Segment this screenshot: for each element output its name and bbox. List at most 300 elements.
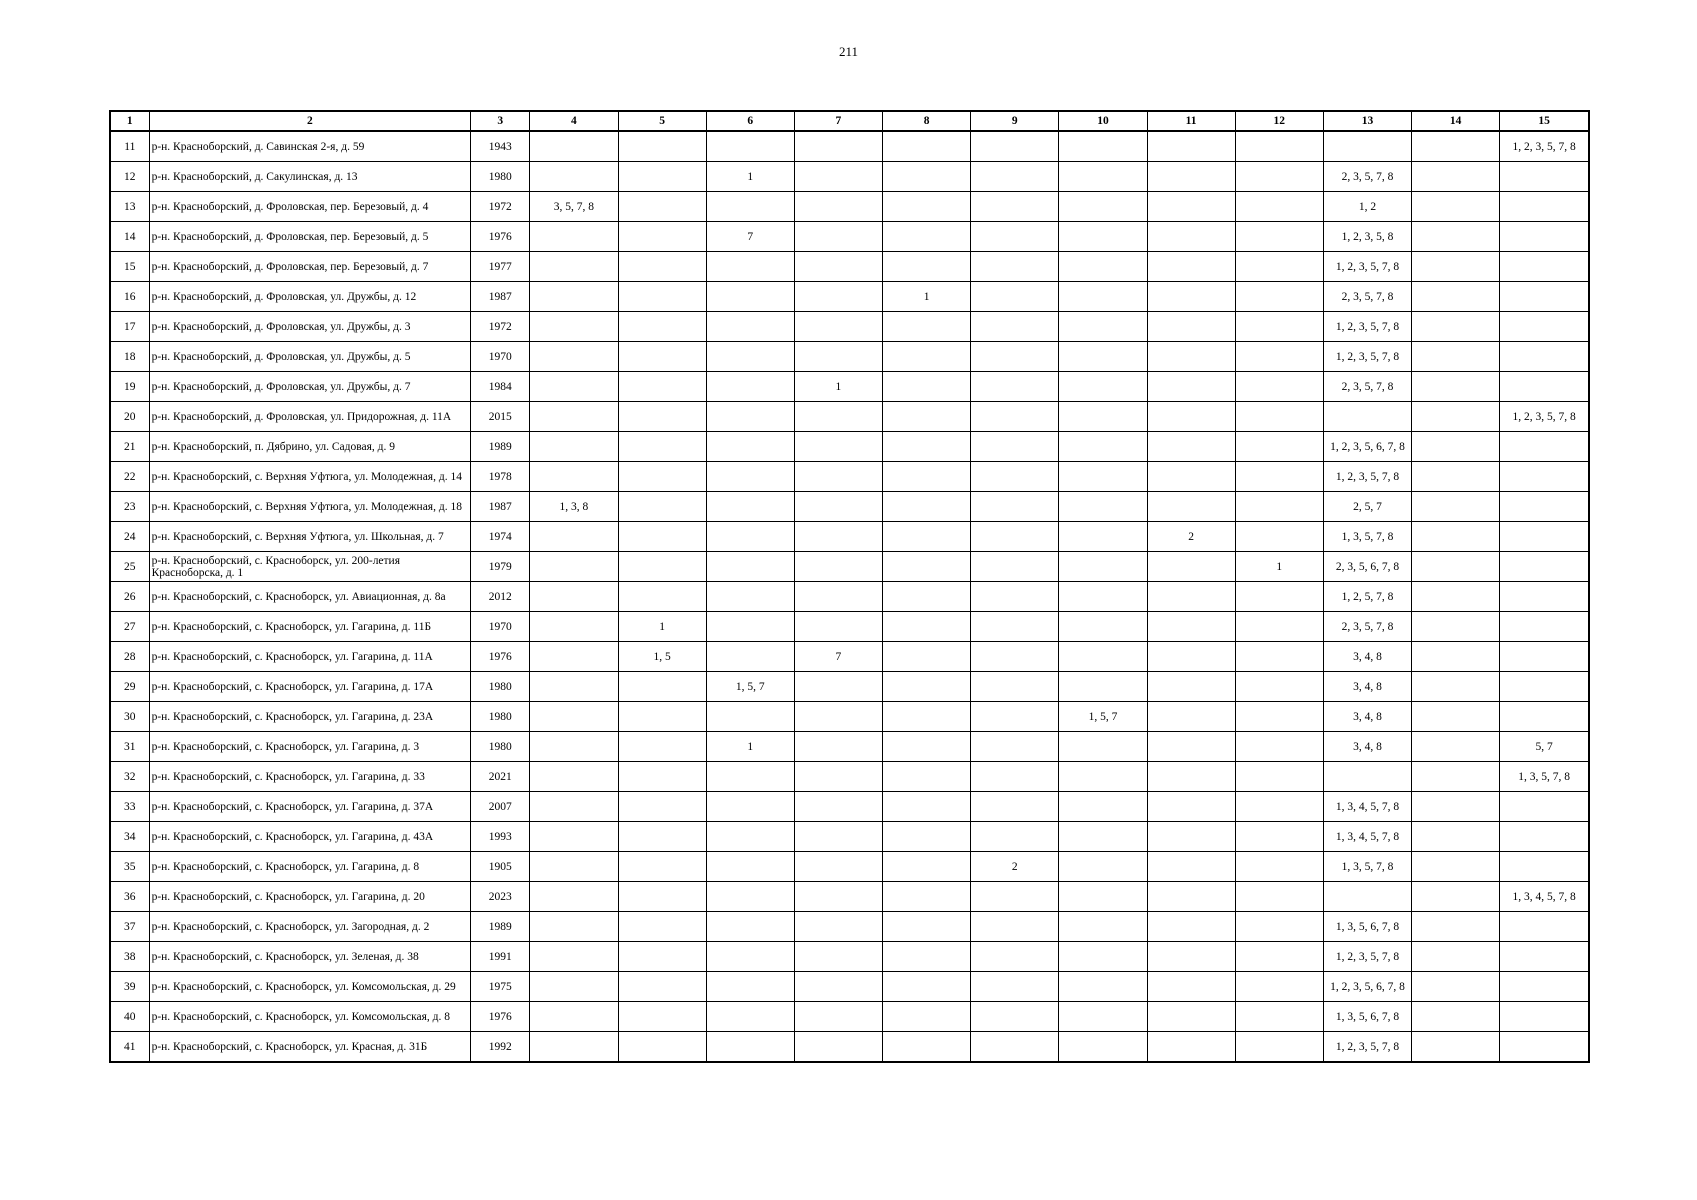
row-number-cell: 41: [110, 1032, 149, 1063]
column-11-cell: [1147, 462, 1235, 492]
column-8-cell: [883, 552, 971, 582]
column-13-cell: 1, 2, 3, 5, 6, 7, 8: [1323, 972, 1411, 1002]
table-row: [110, 552, 1589, 582]
address-cell: р-н. Красноборский, с. Красноборск, ул. Гагарина, д. 33: [149, 762, 471, 792]
table-row: [110, 312, 1589, 342]
column-7-cell: [794, 822, 882, 852]
table-row: [110, 192, 1589, 222]
column-5-cell: [618, 312, 706, 342]
column-6-cell: [706, 822, 794, 852]
column-8-cell: [883, 342, 971, 372]
row-number-cell: 16: [110, 282, 149, 312]
column-12-cell: [1235, 972, 1323, 1002]
column-12-cell: [1235, 612, 1323, 642]
row-number-cell: 33: [110, 792, 149, 822]
column-7-cell: [794, 312, 882, 342]
column-8-cell: [883, 882, 971, 912]
column-12-cell: [1235, 1032, 1323, 1063]
column-15-cell: [1500, 162, 1589, 192]
column-10-cell: [1059, 612, 1147, 642]
table-row: [110, 912, 1589, 942]
column-6-cell: [706, 762, 794, 792]
row-number-cell: 27: [110, 612, 149, 642]
column-10-cell: [1059, 342, 1147, 372]
column-5-cell: [618, 942, 706, 972]
column-11-cell: [1147, 1032, 1235, 1063]
address-cell: р-н. Красноборский, д. Фроловская, ул. Придорожная, д. 11А: [149, 402, 471, 432]
column-12-cell: [1235, 792, 1323, 822]
header-row: [110, 111, 1589, 131]
column-9-cell: [971, 162, 1059, 192]
column-15-cell: [1500, 552, 1589, 582]
column-14-cell: [1412, 822, 1500, 852]
table-row: [110, 131, 1589, 162]
address-cell: р-н. Красноборский, д. Фроловская, ул. Дружбы, д. 5: [149, 342, 471, 372]
column-9-cell: [971, 462, 1059, 492]
column-12-cell: [1235, 642, 1323, 672]
address-cell: р-н. Красноборский, с. Верхняя Уфтюга, ул. Молодежная, д. 14: [149, 462, 471, 492]
column-9-cell: [971, 582, 1059, 612]
column-10-cell: [1059, 642, 1147, 672]
column-5-cell: [618, 882, 706, 912]
column-10-cell: 1, 5, 7: [1059, 702, 1147, 732]
column-11-cell: [1147, 672, 1235, 702]
column-12-cell: [1235, 131, 1323, 162]
column-8-cell: [883, 612, 971, 642]
column-6-cell: [706, 462, 794, 492]
column-15-cell: [1500, 582, 1589, 612]
column-13-cell: 1, 3, 5, 6, 7, 8: [1323, 912, 1411, 942]
column-12-cell: [1235, 252, 1323, 282]
column-5-cell: [618, 792, 706, 822]
table-row: [110, 972, 1589, 1002]
column-7-cell: [794, 522, 882, 552]
table-row: [110, 462, 1589, 492]
column-8-cell: [883, 131, 971, 162]
column-12-cell: [1235, 312, 1323, 342]
column-5-cell: 1: [618, 612, 706, 642]
column-15-cell: [1500, 822, 1589, 852]
column-12-cell: [1235, 582, 1323, 612]
year-cell: 1970: [471, 342, 530, 372]
column-6-cell: [706, 492, 794, 522]
column-15-cell: [1500, 612, 1589, 642]
column-10-cell: [1059, 252, 1147, 282]
column-10-cell: [1059, 222, 1147, 252]
column-header-14: 14: [1412, 111, 1500, 131]
column-9-cell: [971, 522, 1059, 552]
column-13-cell: 1, 2, 3, 5, 7, 8: [1323, 462, 1411, 492]
row-number-cell: 21: [110, 432, 149, 462]
column-11-cell: [1147, 402, 1235, 432]
column-9-cell: [971, 1002, 1059, 1032]
column-14-cell: [1412, 131, 1500, 162]
row-number-cell: 37: [110, 912, 149, 942]
row-number-cell: 17: [110, 312, 149, 342]
column-5-cell: [618, 222, 706, 252]
column-13-cell: 1, 2: [1323, 192, 1411, 222]
column-6-cell: [706, 552, 794, 582]
address-cell: р-н. Красноборский, с. Красноборск, ул. 200-летия Красноборска, д. 1: [149, 552, 471, 582]
table-row: [110, 522, 1589, 552]
column-12-cell: [1235, 762, 1323, 792]
column-4-cell: [530, 912, 618, 942]
column-14-cell: [1412, 582, 1500, 612]
column-14-cell: [1412, 642, 1500, 672]
table-row: [110, 792, 1589, 822]
column-5-cell: [618, 702, 706, 732]
column-8-cell: [883, 1032, 971, 1063]
address-cell: р-н. Красноборский, д. Савинская 2-я, д. 59: [149, 131, 471, 162]
column-10-cell: [1059, 372, 1147, 402]
column-9-cell: [971, 972, 1059, 1002]
column-4-cell: [530, 282, 618, 312]
row-number-cell: 30: [110, 702, 149, 732]
column-8-cell: [883, 192, 971, 222]
column-10-cell: [1059, 552, 1147, 582]
column-15-cell: 5, 7: [1500, 732, 1589, 762]
column-10-cell: [1059, 192, 1147, 222]
column-10-cell: [1059, 972, 1147, 1002]
column-9-cell: [971, 312, 1059, 342]
column-14-cell: [1412, 552, 1500, 582]
column-9-cell: [971, 762, 1059, 792]
column-12-cell: [1235, 912, 1323, 942]
column-9-cell: [971, 131, 1059, 162]
column-7-cell: [794, 582, 882, 612]
column-12-cell: [1235, 822, 1323, 852]
column-4-cell: [530, 582, 618, 612]
address-cell: р-н. Красноборский, д. Фроловская, пер. Березовый, д. 7: [149, 252, 471, 282]
column-8-cell: [883, 762, 971, 792]
column-15-cell: [1500, 642, 1589, 672]
column-7-cell: [794, 1002, 882, 1032]
column-13-cell: 2, 3, 5, 7, 8: [1323, 162, 1411, 192]
year-cell: 1972: [471, 192, 530, 222]
column-5-cell: [618, 912, 706, 942]
column-13-cell: 3, 4, 8: [1323, 642, 1411, 672]
column-10-cell: [1059, 492, 1147, 522]
column-8-cell: [883, 462, 971, 492]
column-12-cell: [1235, 942, 1323, 972]
column-4-cell: [530, 612, 618, 642]
column-9-cell: [971, 792, 1059, 822]
column-6-cell: [706, 642, 794, 672]
column-9-cell: [971, 642, 1059, 672]
address-cell: р-н. Красноборский, с. Красноборск, ул. Гагарина, д. 11Б: [149, 612, 471, 642]
column-8-cell: [883, 432, 971, 462]
year-cell: 2007: [471, 792, 530, 822]
year-cell: 1970: [471, 612, 530, 642]
table-row: [110, 372, 1589, 402]
year-cell: 1987: [471, 282, 530, 312]
column-13-cell: 1, 3, 5, 7, 8: [1323, 852, 1411, 882]
row-number-cell: 19: [110, 372, 149, 402]
table-row: [110, 1002, 1589, 1032]
row-number-cell: 35: [110, 852, 149, 882]
column-4-cell: [530, 972, 618, 1002]
column-10-cell: [1059, 162, 1147, 192]
column-8-cell: [883, 372, 971, 402]
column-header-9: 9: [971, 111, 1059, 131]
column-12-cell: [1235, 462, 1323, 492]
column-8-cell: [883, 942, 971, 972]
year-cell: 1989: [471, 912, 530, 942]
column-11-cell: [1147, 162, 1235, 192]
row-number-cell: 28: [110, 642, 149, 672]
column-7-cell: [794, 702, 882, 732]
column-6-cell: 1: [706, 162, 794, 192]
column-8-cell: [883, 252, 971, 282]
column-13-cell: 3, 4, 8: [1323, 702, 1411, 732]
column-4-cell: [530, 552, 618, 582]
column-header-3: 3: [471, 111, 530, 131]
column-9-cell: [971, 1032, 1059, 1063]
row-number-cell: 32: [110, 762, 149, 792]
column-7-cell: [794, 942, 882, 972]
column-14-cell: [1412, 942, 1500, 972]
column-6-cell: [706, 252, 794, 282]
column-9-cell: [971, 552, 1059, 582]
column-7-cell: [794, 192, 882, 222]
table-row: [110, 162, 1589, 192]
column-15-cell: 1, 2, 3, 5, 7, 8: [1500, 402, 1589, 432]
column-8-cell: [883, 822, 971, 852]
column-6-cell: [706, 582, 794, 612]
column-15-cell: [1500, 702, 1589, 732]
year-cell: 1980: [471, 732, 530, 762]
address-cell: р-н. Красноборский, с. Верхняя Уфтюга, ул. Молодежная, д. 18: [149, 492, 471, 522]
column-9-cell: [971, 942, 1059, 972]
year-cell: 2015: [471, 402, 530, 432]
table-row: [110, 342, 1589, 372]
column-6-cell: [706, 342, 794, 372]
column-6-cell: [706, 792, 794, 822]
column-5-cell: [618, 582, 706, 612]
column-9-cell: [971, 672, 1059, 702]
row-number-cell: 20: [110, 402, 149, 432]
column-5-cell: [618, 672, 706, 702]
address-cell: р-н. Красноборский, с. Красноборск, ул. Загородная, д. 2: [149, 912, 471, 942]
row-number-cell: 15: [110, 252, 149, 282]
year-cell: 1905: [471, 852, 530, 882]
column-11-cell: [1147, 432, 1235, 462]
column-14-cell: [1412, 762, 1500, 792]
row-number-cell: 29: [110, 672, 149, 702]
column-11-cell: [1147, 372, 1235, 402]
row-number-cell: 13: [110, 192, 149, 222]
column-12-cell: [1235, 702, 1323, 732]
column-7-cell: [794, 162, 882, 192]
column-4-cell: [530, 792, 618, 822]
column-4-cell: [530, 1002, 618, 1032]
column-header-4: 4: [530, 111, 618, 131]
column-header-10: 10: [1059, 111, 1147, 131]
address-cell: р-н. Красноборский, д. Фроловская, пер. Березовый, д. 4: [149, 192, 471, 222]
column-4-cell: [530, 852, 618, 882]
column-7-cell: [794, 972, 882, 1002]
column-6-cell: [706, 702, 794, 732]
column-9-cell: [971, 192, 1059, 222]
column-11-cell: [1147, 792, 1235, 822]
column-11-cell: [1147, 342, 1235, 372]
column-12-cell: [1235, 162, 1323, 192]
row-number-cell: 18: [110, 342, 149, 372]
column-8-cell: [883, 1002, 971, 1032]
column-9-cell: [971, 702, 1059, 732]
column-7-cell: [794, 222, 882, 252]
table-row: [110, 942, 1589, 972]
column-14-cell: [1412, 312, 1500, 342]
column-8-cell: [883, 642, 971, 672]
column-11-cell: [1147, 822, 1235, 852]
address-cell: р-н. Красноборский, с. Красноборск, ул. Зеленая, д. 38: [149, 942, 471, 972]
column-11-cell: [1147, 252, 1235, 282]
column-7-cell: [794, 792, 882, 822]
column-8-cell: [883, 912, 971, 942]
year-cell: 1976: [471, 222, 530, 252]
column-15-cell: [1500, 912, 1589, 942]
column-11-cell: [1147, 912, 1235, 942]
column-15-cell: [1500, 672, 1589, 702]
column-5-cell: [618, 462, 706, 492]
column-8-cell: [883, 852, 971, 882]
column-8-cell: [883, 702, 971, 732]
table-row: [110, 282, 1589, 312]
column-14-cell: [1412, 972, 1500, 1002]
column-6-cell: [706, 1032, 794, 1063]
column-13-cell: 1, 2, 3, 5, 7, 8: [1323, 252, 1411, 282]
column-13-cell: 2, 3, 5, 7, 8: [1323, 282, 1411, 312]
column-15-cell: [1500, 492, 1589, 522]
column-7-cell: [794, 732, 882, 762]
column-4-cell: [530, 252, 618, 282]
column-5-cell: [618, 1032, 706, 1063]
column-6-cell: [706, 882, 794, 912]
column-6-cell: 7: [706, 222, 794, 252]
column-7-cell: [794, 462, 882, 492]
column-12-cell: [1235, 432, 1323, 462]
column-5-cell: 1, 5: [618, 642, 706, 672]
year-cell: 1989: [471, 432, 530, 462]
column-15-cell: [1500, 792, 1589, 822]
year-cell: 1943: [471, 131, 530, 162]
column-11-cell: 2: [1147, 522, 1235, 552]
column-5-cell: [618, 522, 706, 552]
column-8-cell: [883, 492, 971, 522]
column-12-cell: [1235, 282, 1323, 312]
column-8-cell: [883, 792, 971, 822]
column-4-cell: [530, 372, 618, 402]
column-4-cell: 3, 5, 7, 8: [530, 192, 618, 222]
address-cell: р-н. Красноборский, с. Красноборск, ул. Гагарина, д. 37А: [149, 792, 471, 822]
year-cell: 1987: [471, 492, 530, 522]
column-15-cell: [1500, 522, 1589, 552]
column-11-cell: [1147, 192, 1235, 222]
column-8-cell: [883, 162, 971, 192]
year-cell: 1978: [471, 462, 530, 492]
year-cell: 1976: [471, 1002, 530, 1032]
column-15-cell: 1, 3, 4, 5, 7, 8: [1500, 882, 1589, 912]
column-15-cell: [1500, 1032, 1589, 1063]
column-4-cell: [530, 882, 618, 912]
row-number-cell: 39: [110, 972, 149, 1002]
column-8-cell: [883, 672, 971, 702]
column-9-cell: [971, 432, 1059, 462]
column-10-cell: [1059, 942, 1147, 972]
year-cell: 1972: [471, 312, 530, 342]
column-5-cell: [618, 402, 706, 432]
column-5-cell: [618, 822, 706, 852]
table-row: [110, 672, 1589, 702]
column-7-cell: [794, 912, 882, 942]
column-5-cell: [618, 252, 706, 282]
column-14-cell: [1412, 672, 1500, 702]
column-10-cell: [1059, 522, 1147, 552]
column-6-cell: [706, 282, 794, 312]
column-12-cell: [1235, 342, 1323, 372]
column-6-cell: 1, 5, 7: [706, 672, 794, 702]
register-table: [109, 110, 1590, 1063]
column-12-cell: [1235, 192, 1323, 222]
column-13-cell: [1323, 882, 1411, 912]
column-5-cell: [618, 432, 706, 462]
column-9-cell: [971, 612, 1059, 642]
column-6-cell: [706, 432, 794, 462]
column-13-cell: 3, 4, 8: [1323, 732, 1411, 762]
column-15-cell: [1500, 432, 1589, 462]
year-cell: 1980: [471, 162, 530, 192]
column-header-15: 15: [1500, 111, 1589, 131]
column-9-cell: [971, 252, 1059, 282]
address-cell: р-н. Красноборский, д. Фроловская, пер. Березовый, д. 5: [149, 222, 471, 252]
column-13-cell: 2, 3, 5, 7, 8: [1323, 612, 1411, 642]
column-4-cell: [530, 462, 618, 492]
year-cell: 1984: [471, 372, 530, 402]
column-6-cell: [706, 612, 794, 642]
column-11-cell: [1147, 1002, 1235, 1032]
column-10-cell: [1059, 852, 1147, 882]
column-14-cell: [1412, 852, 1500, 882]
table-row: [110, 822, 1589, 852]
column-9-cell: [971, 732, 1059, 762]
year-cell: 2023: [471, 882, 530, 912]
table-row: [110, 852, 1589, 882]
address-cell: р-н. Красноборский, с. Красноборск, ул. Гагарина, д. 11А: [149, 642, 471, 672]
column-15-cell: [1500, 252, 1589, 282]
column-8-cell: [883, 972, 971, 1002]
column-12-cell: [1235, 222, 1323, 252]
address-cell: р-н. Красноборский, с. Красноборск, ул. Гагарина, д. 8: [149, 852, 471, 882]
column-10-cell: [1059, 912, 1147, 942]
column-6-cell: [706, 1002, 794, 1032]
column-12-cell: [1235, 882, 1323, 912]
column-13-cell: 3, 4, 8: [1323, 672, 1411, 702]
column-header-12: 12: [1235, 111, 1323, 131]
column-4-cell: 1, 3, 8: [530, 492, 618, 522]
year-cell: 2021: [471, 762, 530, 792]
column-5-cell: [618, 762, 706, 792]
column-6-cell: [706, 522, 794, 552]
column-header-11: 11: [1147, 111, 1235, 131]
column-13-cell: 1, 2, 3, 5, 7, 8: [1323, 942, 1411, 972]
column-10-cell: [1059, 672, 1147, 702]
column-14-cell: [1412, 162, 1500, 192]
column-7-cell: [794, 852, 882, 882]
column-4-cell: [530, 732, 618, 762]
column-7-cell: [794, 762, 882, 792]
row-number-cell: 26: [110, 582, 149, 612]
